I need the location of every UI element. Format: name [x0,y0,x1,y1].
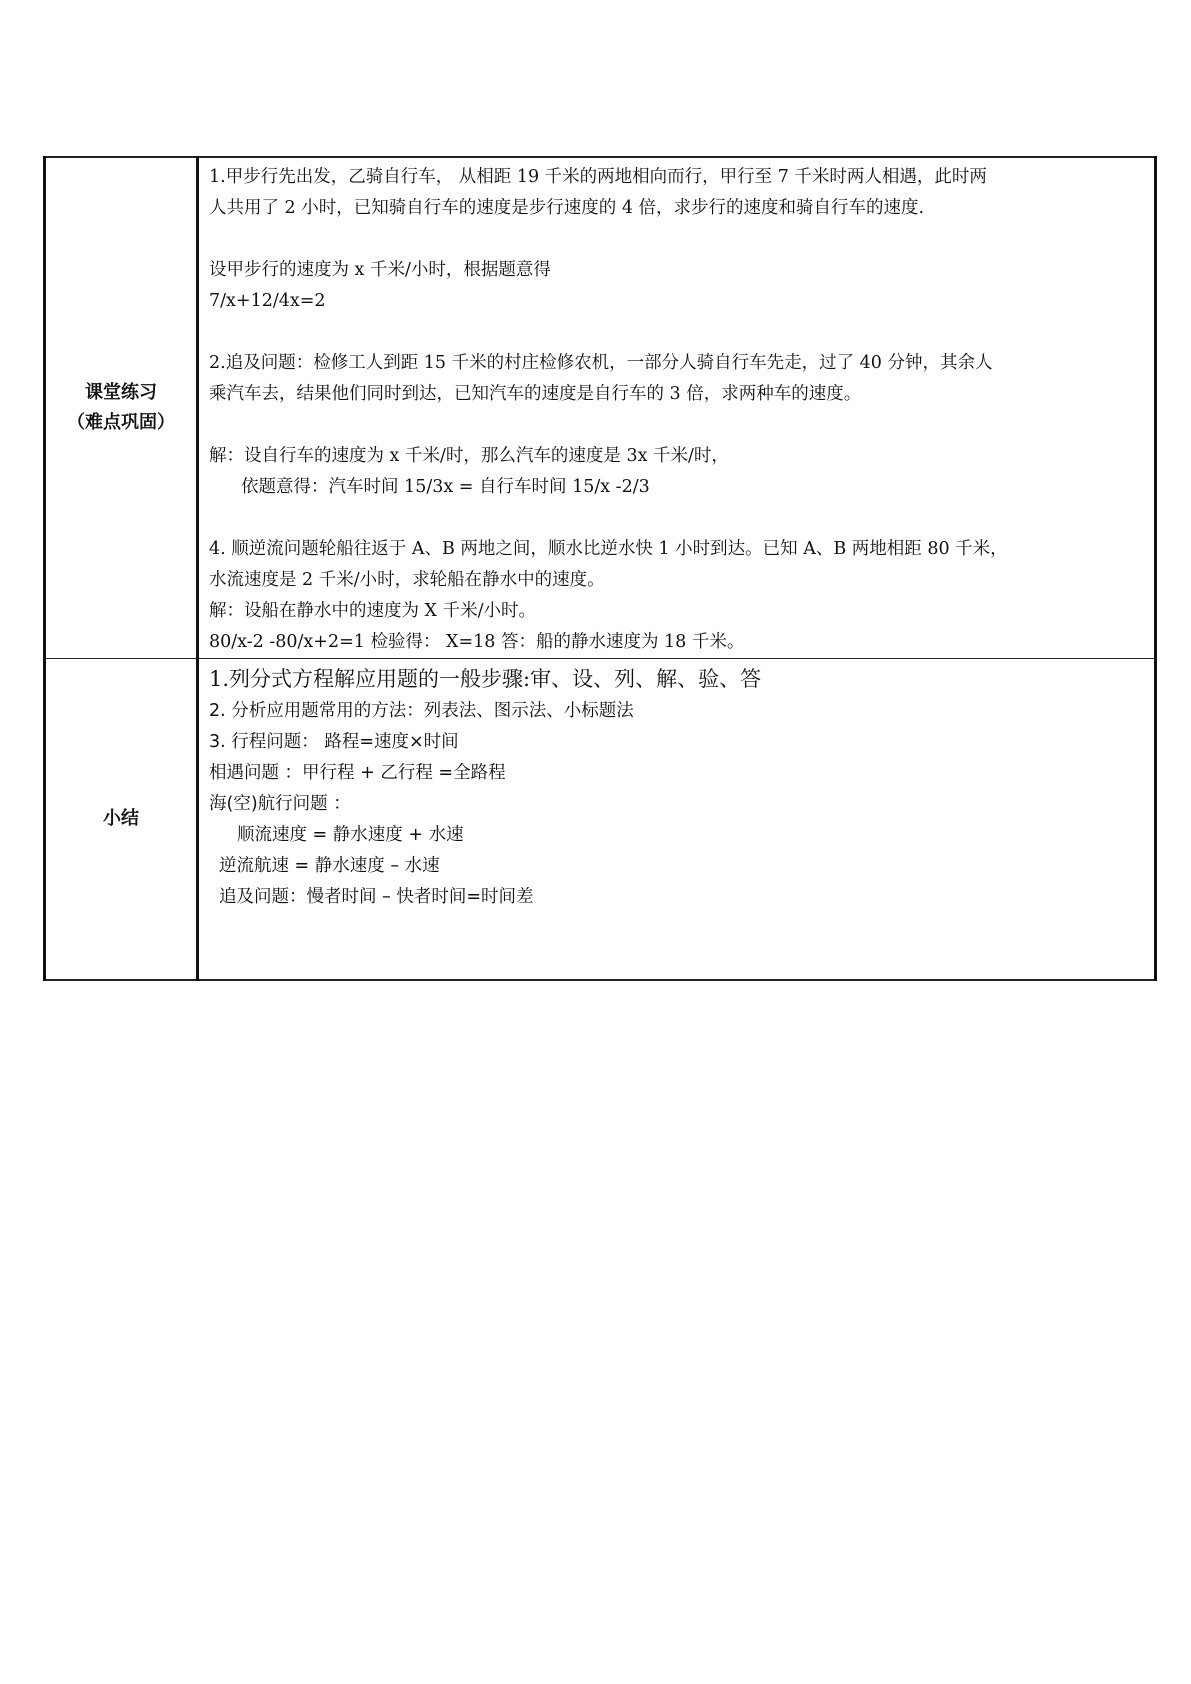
spacer [209,224,1144,255]
solution-4-line-1: 解：设船在静水中的速度为 X 千米/小时。 [209,601,536,621]
summary-upstream-formula: 逆流航速 = 静水速度 – 水速 [219,856,440,876]
spacer [209,503,1144,534]
solution-1-equation: 7/x+12/4x=2 [209,291,326,311]
solution-4-line-2: 80/x-2 -80/x+2=1 检验得： X=18 答：船的静水速度为 18 千米。 [209,632,745,652]
practice-row [45,157,1156,659]
summary-label: 小结 [103,808,139,829]
summary-label-cell [45,659,198,981]
summary-navigation-heading: 海(空)航行问题 ： [209,794,351,814]
spacer [209,317,1144,348]
solution-1-line-1: 设甲步行的速度为 x 千米/小时，根据题意得 [209,260,551,280]
summary-block [209,659,1144,913]
practice-sublabel: （难点巩固） [67,412,175,433]
summary-content [198,659,1156,981]
problem-2-line-2: 乘汽车去，结果他们同时到达，已知汽车的速度是自行车的 3 倍，求两种车的速度。 [209,384,862,404]
problem-4-line-2: 水流速度是 2 千米/小时，求轮船在静水中的速度。 [209,570,605,590]
practice-label: 课堂练习 [85,382,157,403]
problem-4-line-1: 4. 顺逆流问题轮船往返于 A、B 两地之间，顺水比逆水快 1 小时到达。已知 A、B 两地相距 80 千米， [209,539,1008,559]
solution-2-equation: 依题意得：汽车时间 15/3x = 自行车时间 15/x -2/3 [241,477,650,497]
solution-2-line-1: 解：设自行车的速度为 x 千米/时，那么汽车的速度是 3x 千米/时， [209,446,729,466]
summary-meeting-formula: 相遇问题 ：甲行程 + 乙行程 =全路程 [209,763,506,783]
spacer [209,410,1144,441]
summary-methods: 2. 分析应用题常用的方法：列表法、图示法、小标题法 [209,701,634,721]
problem-1-line-2: 人共用了 2 小时，已知骑自行车的速度是步行速度的 4 倍，求步行的速度和骑自行车的速度. [209,198,925,218]
summary-travel-formula: 3. 行程问题： 路程=速度×时间 [209,732,459,752]
practice-content [198,157,1156,659]
lesson-table [43,156,1157,981]
summary-chase-formula: 追及问题：慢者时间 – 快者时间=时间差 [219,887,534,907]
problem-1-line-1: 1.甲步行先出发，乙骑自行车， 从相距 19 千米的两地相向而行，甲行至 7 千米时两人相遇，此时两 [209,167,987,187]
summary-downstream-formula: 顺流速度 = 静水速度 + 水速 [237,825,464,845]
problem-2-line-1: 2.追及问题：检修工人到距 15 千米的村庄检修农机，一部分人骑自行车先走，过了 40 分钟，其余人 [209,353,993,373]
practice-label-cell [45,157,198,659]
summary-row [45,659,1156,981]
summary-steps: 1.列分式方程解应用题的一般步骤:审、设、列、解、验、答 [209,667,762,691]
